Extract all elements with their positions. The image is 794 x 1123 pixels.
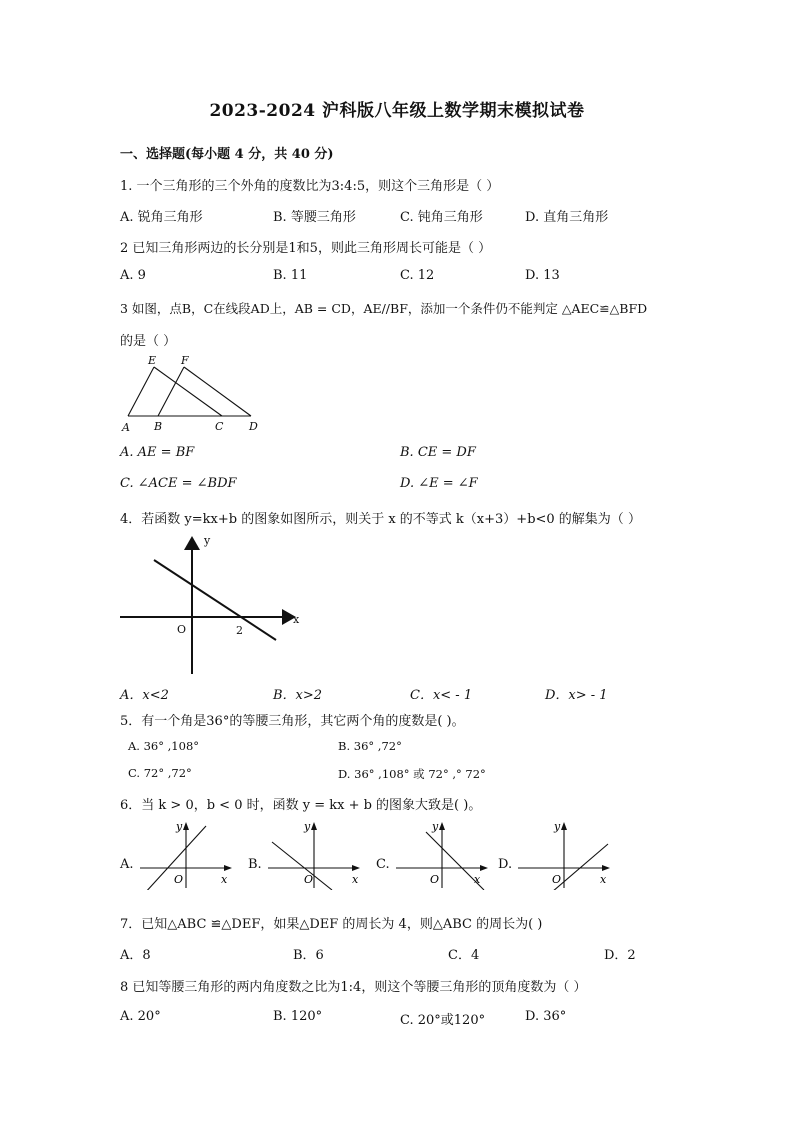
function-line [154,560,276,640]
svg-text:O: O [430,873,440,886]
question-3-stem: 3 如图，点B，C在线段AD上，AB = CD，AE//BF，添加一个条件仍不能判定 △AEC≌△BFD [120,301,648,316]
svg-text:y: y [304,820,311,833]
segment-ae [128,367,154,416]
label-f: F [181,354,189,367]
question-4-stem: 4．若函数 y=kx+b 的图象如图所示，则关于 x 的不等式 k（x+3）+b<0 的解集为（ ） [120,512,641,527]
segment-ec [154,367,222,416]
label-x: x [293,613,300,626]
q2-option-b: B. 11 [273,268,308,283]
segment-fd [184,367,251,416]
q6-graph-b [266,818,366,890]
svg-text:O: O [304,873,314,886]
q2-option-d: D. 13 [525,268,560,283]
section-heading: 一、选择题(每小题 4 分，共 40 分) [120,147,334,162]
question-1-stem: 1. 一个三角形的三个外角的度数比为3:4:5，则这个三角形是（ ） [120,179,500,194]
q4-option-d: D．x> - 1 [545,688,608,703]
q6-option-c-letter: C. [376,857,390,872]
q3-option-d: D. ∠E = ∠F [400,476,478,491]
q6-option-d-letter: D. [498,857,513,872]
q2-option-a: A. 9 [120,268,146,283]
q5-option-d: D. 36° ,108° 或 72° ,° 72° [338,767,486,781]
svg-text:O: O [552,873,562,886]
svg-text:y: y [554,820,561,833]
q1-option-c: C. 钝角三角形 [400,210,483,225]
question-8-stem: 8 已知等腰三角形的两内角度数之比为1:4，则这个等腰三角形的顶角度数为（ ） [120,980,587,995]
q3-option-b: B. CE = DF [400,445,476,460]
segment-bf [158,367,184,416]
question-7-stem: 7．已知△ABC ≌△DEF，如果△DEF 的周长为 4，则△ABC 的周长为( ) [120,917,543,932]
page-title: 2023-2024 沪科版八年级上数学期末模拟试卷 [209,101,585,121]
svg-text:y: y [432,820,439,833]
question-6-stem: 6．当 k > 0，b < 0 时，函数 y = kx + b 的图象大致是( )。 [120,798,482,813]
question-5-stem: 5．有一个角是36°的等腰三角形，其它两个角的度数是( )。 [120,714,465,729]
svg-text:x: x [352,873,359,886]
svg-text:O: O [174,873,184,886]
q6-option-b-letter: B. [248,857,262,872]
q6-b-line [272,842,332,890]
q1-option-b: B. 等腰三角形 [273,210,356,225]
label-origin: O [177,623,187,636]
q2-option-c: C. 12 [400,268,435,283]
label-two: 2 [236,624,243,637]
q8-option-b: B. 120° [273,1009,323,1024]
q6-graph-d [516,818,616,890]
q1-option-d: D. 直角三角形 [525,210,609,225]
q5-option-c: C. 72° ,72° [128,766,192,780]
question-2-stem: 2 已知三角形两边的长分别是1和5，则此三角形周长可能是（ ） [120,241,492,256]
q6-graph-a [138,818,238,890]
q1-option-a: A. 锐角三角形 [120,210,203,225]
q8-option-d: D. 36° [525,1009,567,1024]
q3-option-c: C. ∠ACE = ∠BDF [120,476,237,491]
q4-option-c: C．x< - 1 [410,688,473,703]
label-a: A [122,421,130,434]
q8-option-a: A. 20° [120,1009,161,1024]
label-d: D [249,420,258,433]
triangle-figure [118,352,268,436]
question-3-stem-cont: 的是（ ） [120,334,177,349]
q7-option-c: C．4 [448,948,480,963]
label-y: y [204,534,211,547]
q7-option-a: A．8 [120,948,151,963]
q6-option-a-letter: A. [120,857,134,872]
svg-text:y: y [176,820,183,833]
svg-text:x: x [474,873,481,886]
q8-option-c: C. 20°或120° [400,1013,486,1028]
svg-text:x: x [221,873,228,886]
q5-option-a: A. 36° ,108° [128,739,200,753]
svg-text:x: x [600,873,607,886]
linear-function-graph [118,530,304,676]
q3-option-a: A. AE = BF [120,445,195,460]
q5-option-b: B. 36° ,72° [338,739,402,753]
label-c: C [215,420,224,433]
q6-graph-c [394,818,494,890]
label-b: B [154,420,163,433]
q7-option-d: D．2 [604,948,636,963]
q7-option-b: B．6 [293,948,324,963]
q4-option-a: A．x<2 [120,688,169,703]
q4-option-b: B．x>2 [273,688,323,703]
label-e: E [148,354,157,367]
